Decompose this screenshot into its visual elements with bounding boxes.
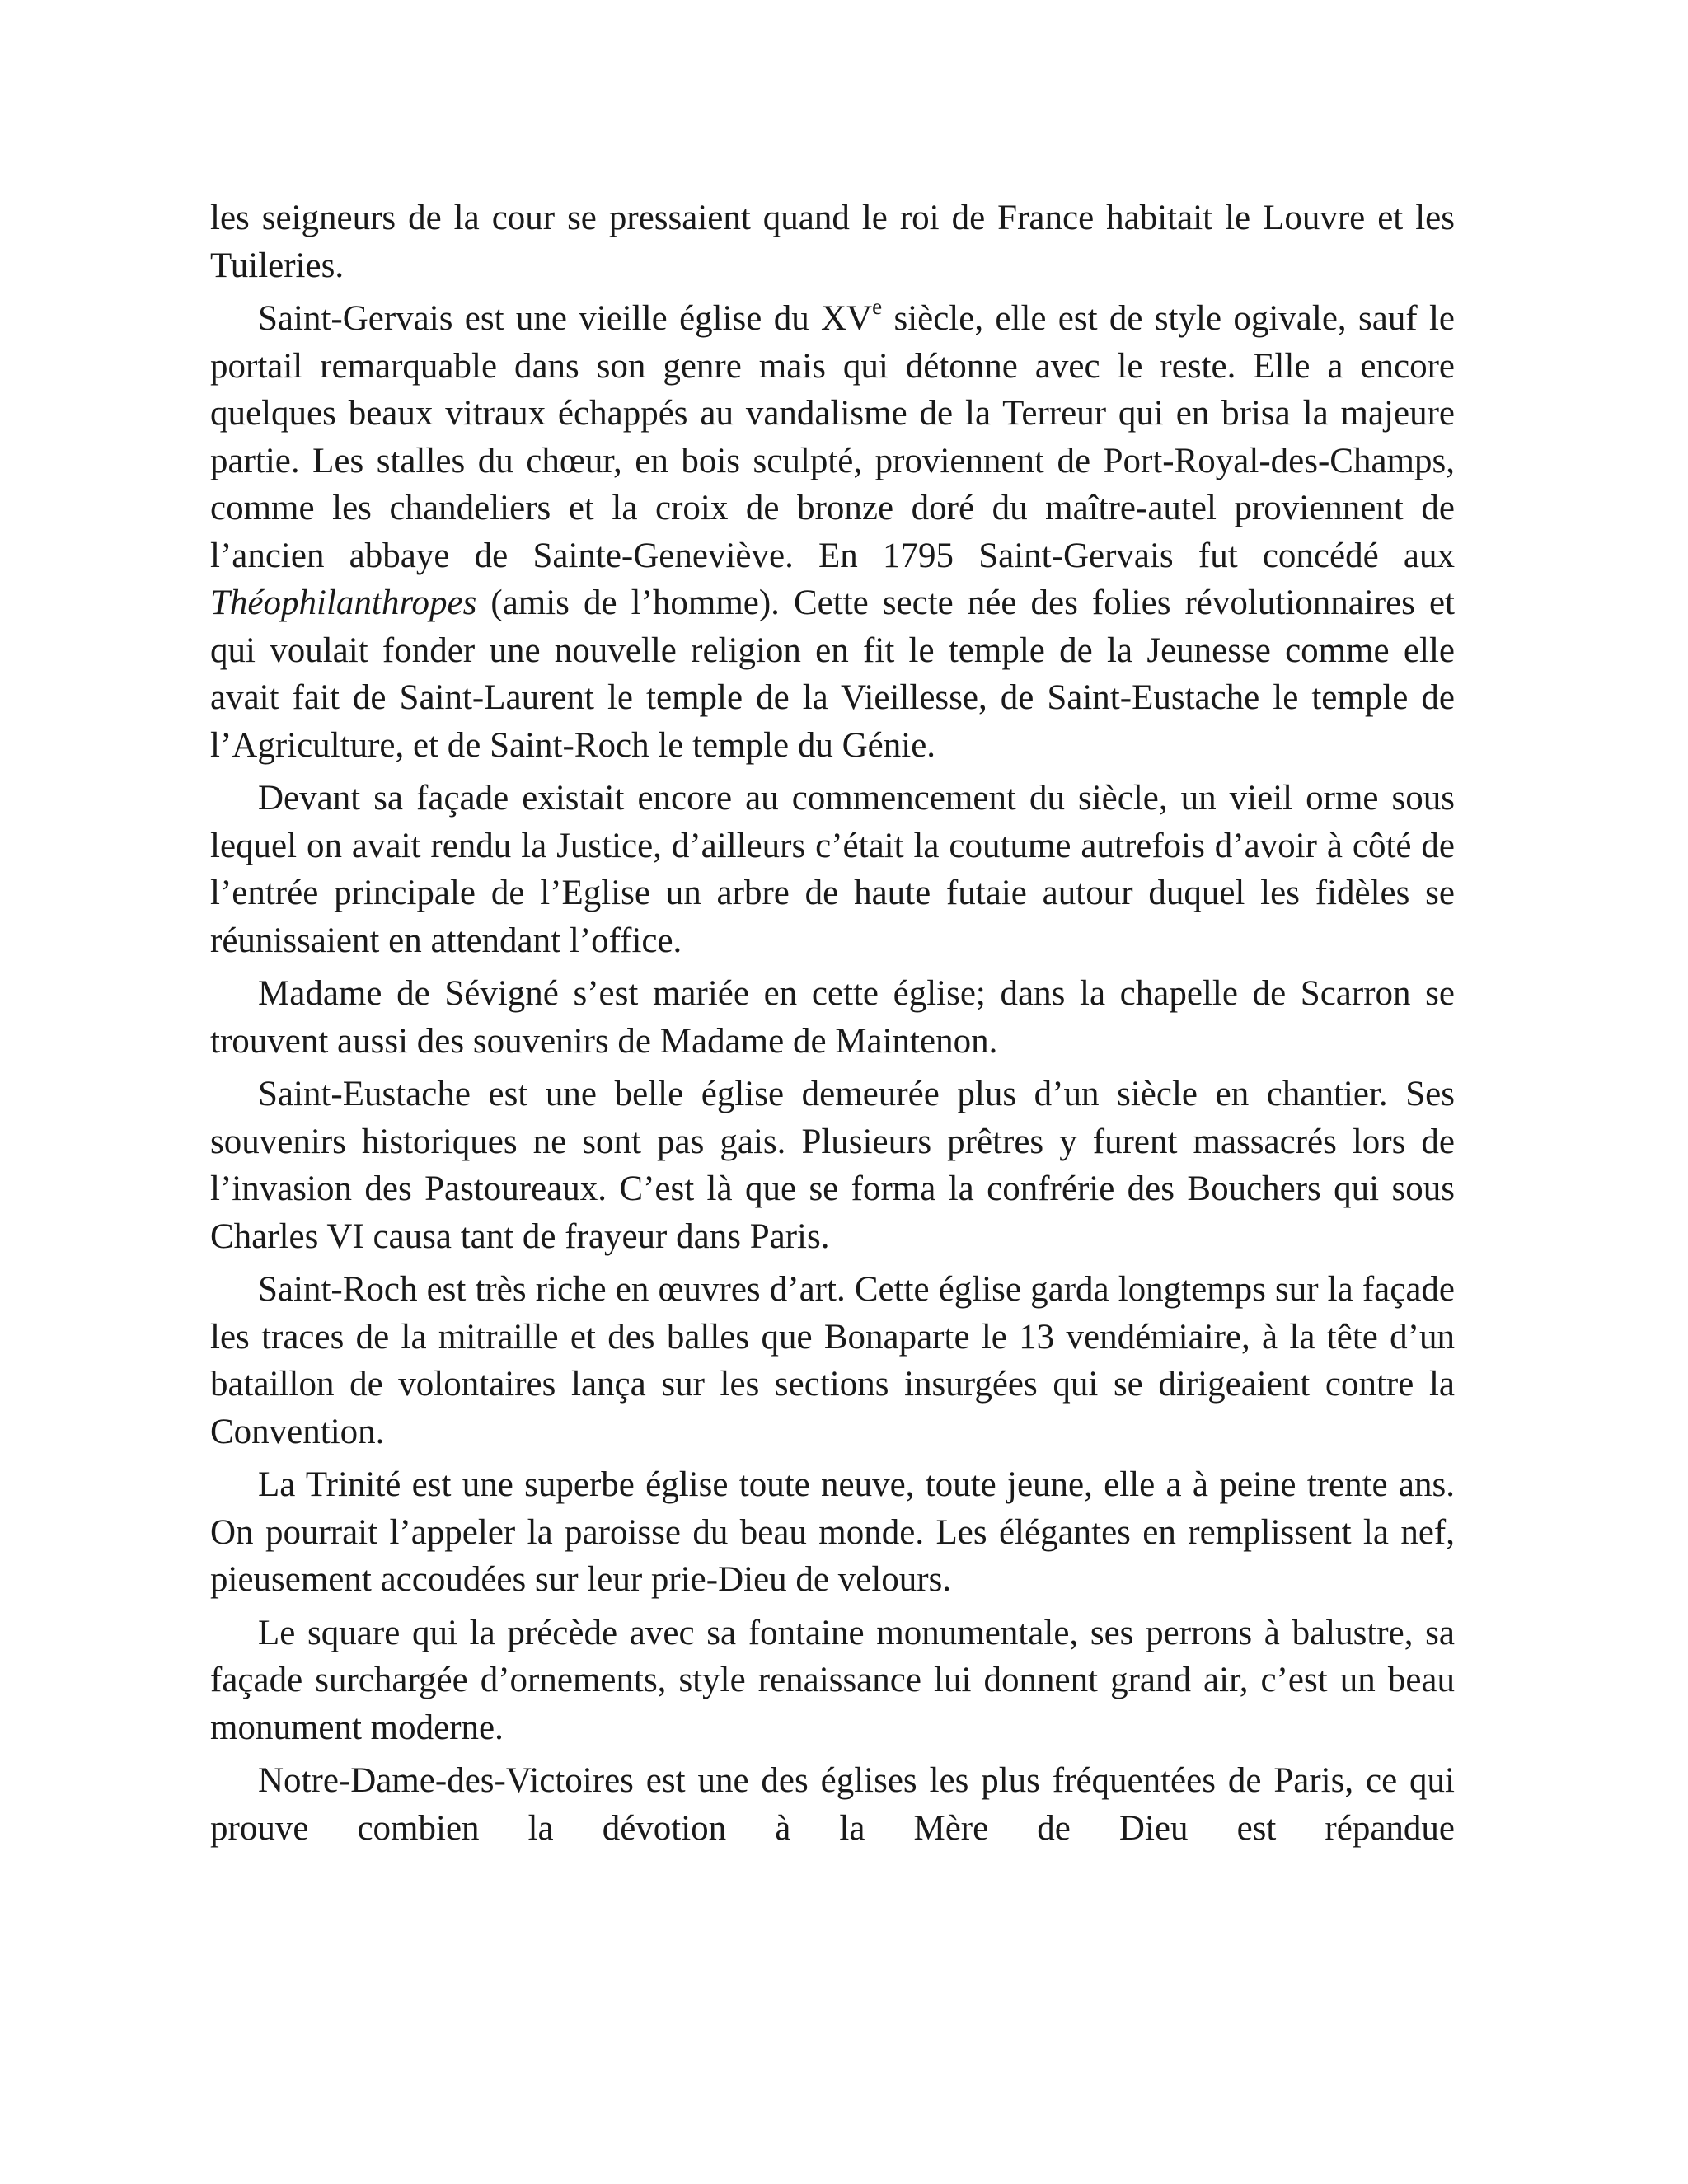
paragraph-saint-eustache [210,1071,1455,1260]
paragraph-notre-dame-des-victoires [210,1757,1455,1852]
paragraph-2-text-start: Saint-Gervais est une vieille église du XV [258,299,873,338]
paragraph-5-text: Saint-Eustache est une belle église demeurée plus d’un siècle en chantier. Ses souvenirs historiques ne sont pas gais. Plusieurs prêtres y furent massacrés lors de l’invasion des Pastoureaux. C’est là que se forma la confrérie des Bouchers qui sous Charles VI causa tant de frayeur dans Paris. [210,1075,1455,1256]
body-text [210,194,1455,1852]
paragraph-trinite [210,1461,1455,1604]
paragraph-saint-roch [210,1266,1455,1455]
paragraph-4-text: Madame de Sévigné s’est mariée en cette église; dans la chapelle de Scarron se trouvent aussi des souvenirs de Madame de Maintenon. [210,974,1455,1061]
paragraph-facade-orme [210,775,1455,964]
paragraph-square [210,1610,1455,1752]
paragraph-2-text-end: (amis de l’homme). Cette secte née des folies révolutionnaires et qui voulait fonder une nouvelle religion en fit le temple de la Jeunesse comme elle avait fait de Saint-Laurent le temple de la Vieillesse, de Saint-Eustache le temple de l’Agriculture, et de Saint-Roch le temple du Génie. [210,583,1455,765]
paragraph-2-text-middle: siècle, elle est de style ogivale, sauf le portail remarquable dans son genre mais qui détonne avec le reste. Elle a encore quelques beaux vitraux échappés au vandalisme de la Terreur qui en brisa la majeure partie. Les stalles du chœur, en bois sculpté, proviennent de Port-Royal-des-Champs, comme les chandeliers et la croix de bronze doré du maître-autel proviennent de l’ancien abbaye de Sainte-Geneviève. En 1795 Saint-Gervais fut concédé aux [210,299,1456,575]
paragraph-3-text: Devant sa façade existait encore au commencement du siècle, un vieil orme sous lequel on avait rendu la Justice, d’ailleurs c’était la coutume autrefois d’avoir à côté de l’entrée principale de l’Eglise un arbre de haute futaie autour duquel les fidèles se réunissaient en attendant l’office. [210,779,1455,960]
paragraph-6-text: Saint-Roch est très riche en œuvres d’art. Cette église garda longtemps sur la façade les traces de la mitraille et des balles que Bonaparte le 13 vendémiaire, à la tête d’un bataillon de volontaires lança sur les sections insurgées qui se dirigeaient contre la Convention. [210,1270,1455,1451]
italic-term: Théophilanthropes [210,583,477,622]
paragraph-8-text: Le square qui la précède avec sa fontaine monumentale, ses perrons à balustre, sa façade surchargée d’ornements, style renaissance lui donnent grand air, c’est un beau monument moderne. [210,1613,1455,1747]
paragraph-7-text: La Trinité est une superbe église toute neuve, toute jeune, elle a à peine trente ans. On pourrait l’appeler la paroisse du beau monde. Les élégantes en remplissent la nef, pieusement accoudées sur leur prie-Dieu de velours. [210,1465,1455,1599]
paragraph-saint-gervais [210,295,1455,769]
paragraph-9-text: Notre-Dame-des-Victoires est une des églises les plus fréquentées de Paris, ce qui prouve combien la dévotion à la Mère de Dieu est répandue [210,1761,1455,1848]
paragraph-continuation [210,194,1455,289]
paragraph-1-text: les seigneurs de la cour se pressaient quand le roi de France habitait le Louvre et les Tuileries. [210,199,1455,285]
paragraph-sevigne [210,970,1455,1065]
century-superscript: e [872,293,883,319]
